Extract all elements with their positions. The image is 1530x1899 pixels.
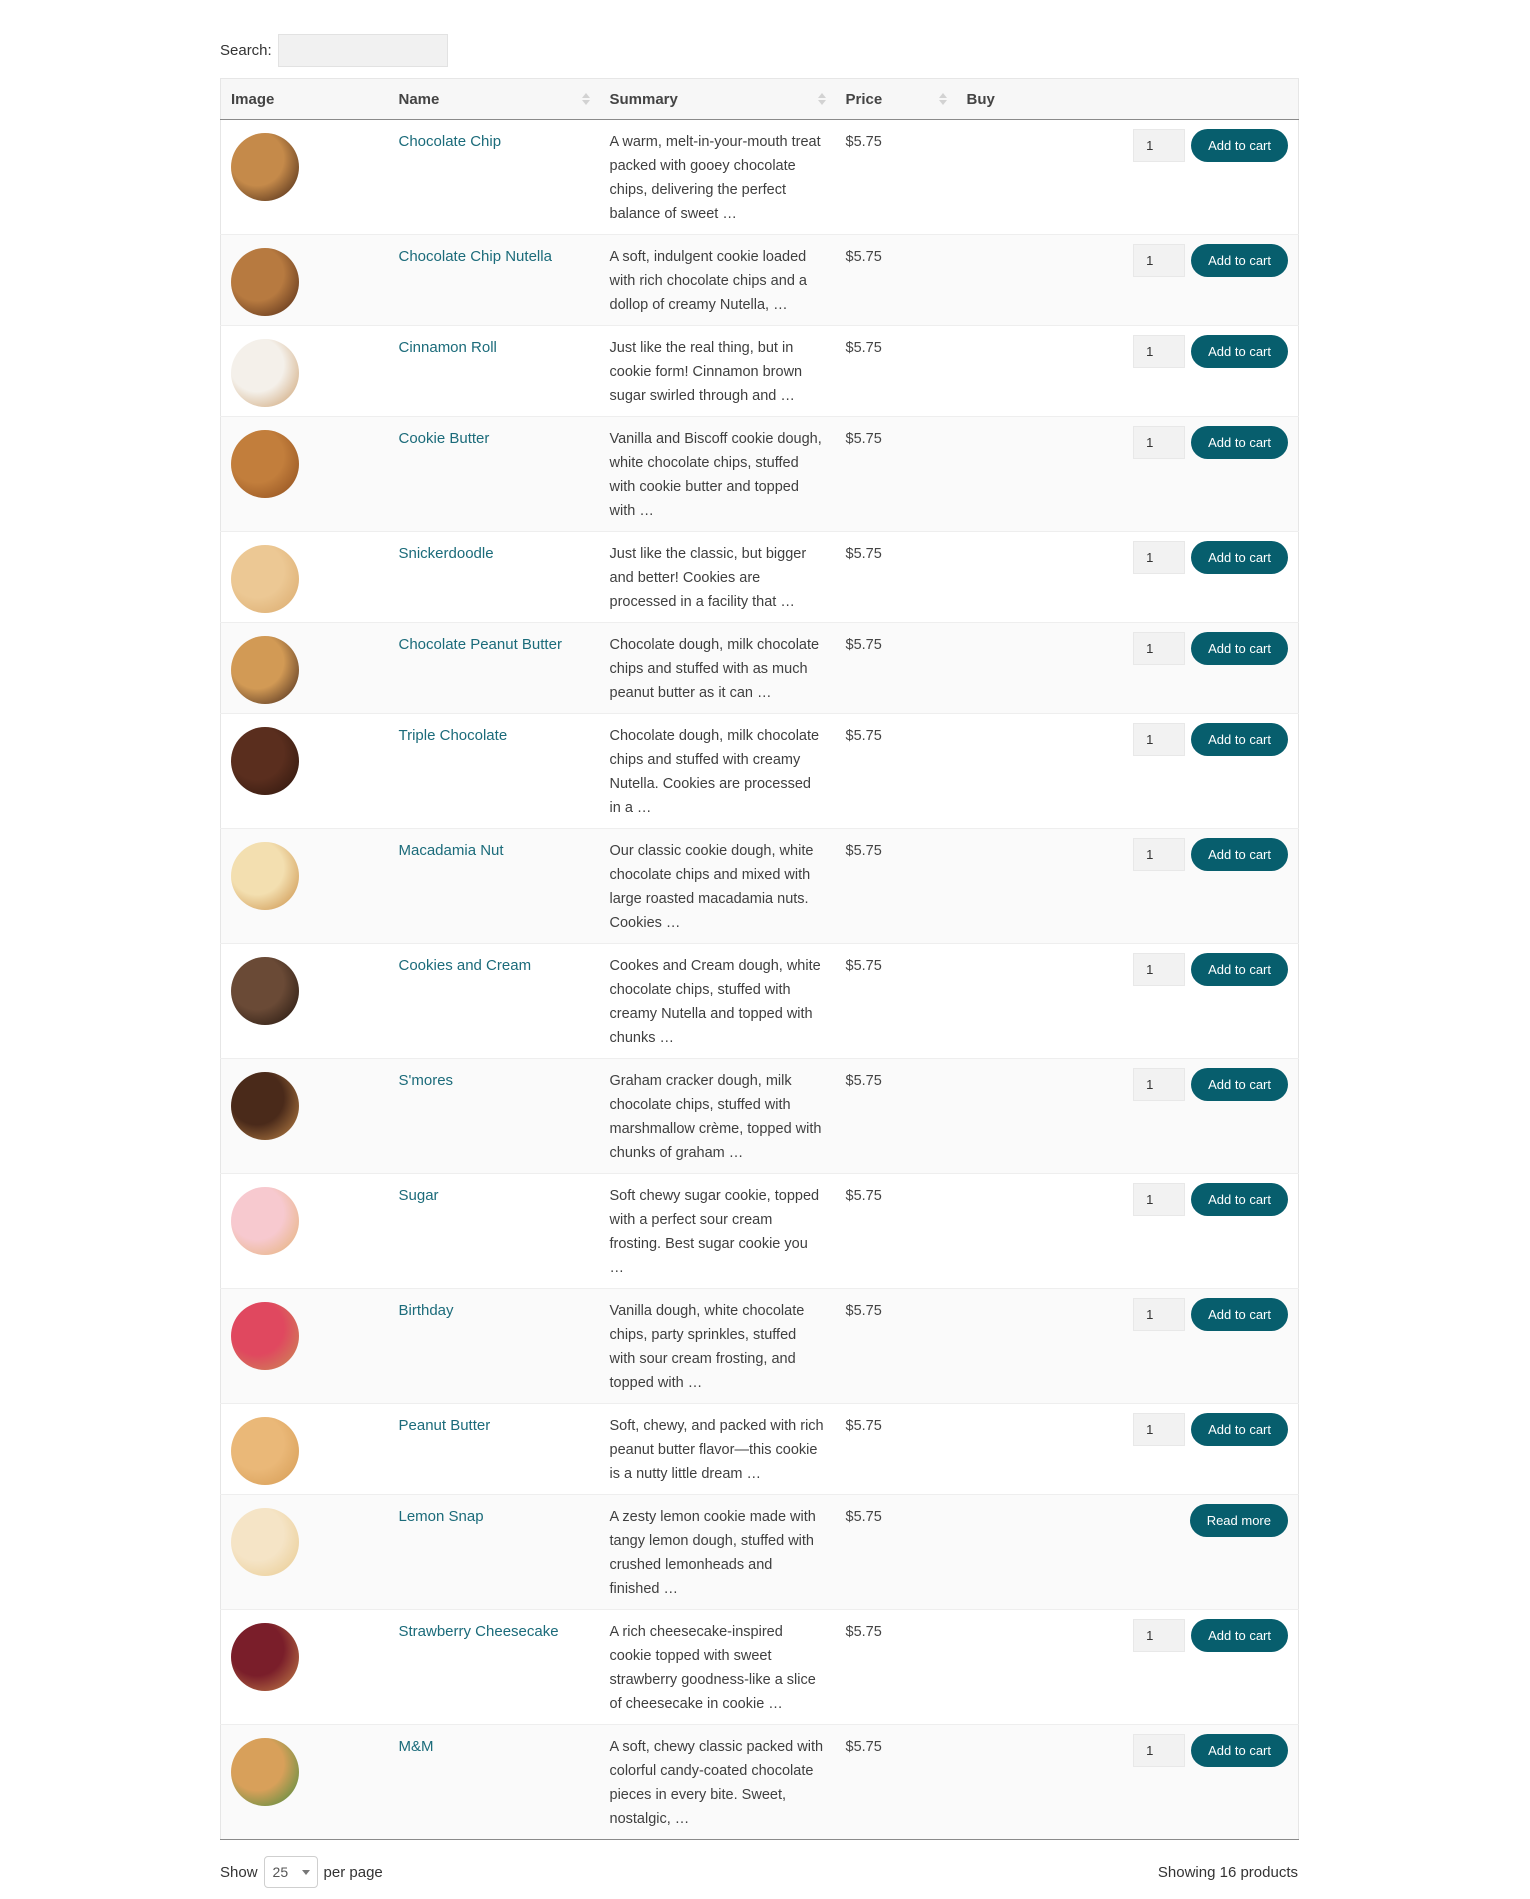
name-cell [389, 1610, 600, 1725]
quantity-input[interactable] [1133, 1619, 1185, 1652]
name-cell [389, 829, 600, 944]
table-row [221, 714, 1299, 829]
name-cell [389, 532, 600, 623]
quantity-input[interactable] [1133, 244, 1185, 277]
name-cell [389, 944, 600, 1059]
column-header-image: Image [221, 79, 389, 120]
price-cell [836, 829, 957, 944]
product-price: $5.75 [845, 637, 882, 653]
buy-cell [957, 1495, 1299, 1610]
per-page-select[interactable] [264, 1856, 318, 1888]
product-name-link[interactable]: Macadamia Nut [398, 842, 504, 859]
add-to-cart-button[interactable]: Add to cart [1191, 426, 1288, 459]
column-header-price-label: Price [845, 90, 883, 108]
buy-controls [967, 1619, 1289, 1652]
column-header-name-label: Name [398, 90, 440, 108]
quantity-input[interactable] [1133, 953, 1185, 986]
buy-controls [967, 723, 1289, 756]
search-label: Search: [220, 41, 272, 59]
name-cell [389, 1495, 600, 1610]
summary-cell [600, 417, 836, 532]
product-price: $5.75 [845, 431, 882, 447]
product-image[interactable] [231, 636, 299, 704]
quantity-input[interactable] [1133, 541, 1185, 574]
product-image[interactable] [231, 1417, 299, 1485]
price-cell [836, 1174, 957, 1289]
name-cell [389, 326, 600, 417]
price-cell [836, 326, 957, 417]
image-cell [221, 623, 389, 714]
product-image[interactable] [231, 1072, 299, 1140]
product-image[interactable] [231, 1738, 299, 1806]
summary-cell [600, 1404, 836, 1495]
add-to-cart-button[interactable]: Add to cart [1191, 632, 1288, 665]
product-image[interactable] [231, 1187, 299, 1255]
add-to-cart-button[interactable]: Add to cart [1191, 1183, 1288, 1216]
product-image[interactable] [231, 1302, 299, 1370]
quantity-input[interactable] [1133, 1413, 1185, 1446]
product-image[interactable] [231, 339, 299, 407]
buy-controls [967, 426, 1289, 459]
table-row [221, 623, 1299, 714]
product-price: $5.75 [845, 1509, 882, 1525]
product-table [220, 78, 1299, 1840]
product-price: $5.75 [845, 1073, 882, 1089]
buy-controls [967, 632, 1289, 665]
summary-cell [600, 120, 836, 235]
image-cell [221, 417, 389, 532]
name-cell [389, 417, 600, 532]
product-name-link[interactable]: Birthday [398, 1302, 454, 1319]
table-footer [220, 1856, 1298, 1888]
product-name-link[interactable]: S'mores [398, 1072, 454, 1089]
product-summary: Soft, chewy, and packed with rich peanut butter flavor—this cookie is a nutty little dream … [609, 1418, 824, 1482]
buy-controls [967, 838, 1289, 871]
price-cell [836, 532, 957, 623]
column-header-buy: Buy [957, 79, 1299, 120]
buy-controls [967, 1068, 1289, 1101]
product-summary: Chocolate dough, milk chocolate chips and stuffed with creamy Nutella. Cookies are processed in a … [609, 728, 820, 816]
image-cell [221, 829, 389, 944]
price-cell [836, 1404, 957, 1495]
buy-cell [957, 532, 1299, 623]
quantity-input[interactable] [1133, 632, 1185, 665]
product-summary: Our classic cookie dough, white chocolate chips and mixed with large roasted macadamia nuts. Cookies … [609, 843, 814, 931]
quantity-input[interactable] [1133, 723, 1185, 756]
price-cell [836, 944, 957, 1059]
price-cell [836, 623, 957, 714]
summary-cell [600, 1610, 836, 1725]
buy-cell [957, 1610, 1299, 1725]
summary-cell [600, 714, 836, 829]
product-image[interactable] [231, 842, 299, 910]
add-to-cart-button[interactable]: Add to cart [1191, 1619, 1288, 1652]
name-cell [389, 714, 600, 829]
buy-cell [957, 1404, 1299, 1495]
product-image[interactable] [231, 1508, 299, 1576]
add-to-cart-button[interactable]: Add to cart [1191, 1068, 1288, 1101]
per-page-label: per page [323, 1863, 383, 1881]
sort-icon [582, 93, 590, 105]
product-summary: A rich cheesecake-inspired cookie topped with sweet strawberry goodness-like a slice of cheesecake in cookie … [609, 1624, 816, 1712]
product-count: Showing 16 products [1157, 1863, 1298, 1881]
buy-controls [967, 1734, 1289, 1767]
summary-cell [600, 1174, 836, 1289]
buy-controls [967, 1413, 1289, 1446]
product-summary: A warm, melt-in-your-mouth treat packed with gooey chocolate chips, delivering the perfect balance of sweet … [609, 134, 821, 222]
buy-controls [967, 1298, 1289, 1331]
product-summary: A soft, indulgent cookie loaded with rich chocolate chips and a dollop of creamy Nutella, … [609, 249, 807, 313]
table-row [221, 1404, 1299, 1495]
price-cell [836, 1059, 957, 1174]
add-to-cart-button[interactable]: Add to cart [1191, 723, 1288, 756]
price-cell [836, 714, 957, 829]
add-to-cart-button[interactable]: Add to cart [1191, 1734, 1288, 1767]
table-body [221, 120, 1299, 1840]
add-to-cart-button[interactable]: Add to cart [1191, 541, 1288, 574]
column-header-name[interactable] [389, 79, 600, 120]
price-cell [836, 1725, 957, 1840]
product-name-link[interactable]: Cookies and Cream [398, 957, 532, 974]
price-cell [836, 1495, 957, 1610]
summary-cell [600, 829, 836, 944]
table-header [221, 79, 1299, 120]
column-header-price[interactable] [836, 79, 957, 120]
buy-cell [957, 829, 1299, 944]
product-name-link[interactable]: Lemon Snap [398, 1508, 484, 1525]
column-header-summary-label: Summary [609, 90, 678, 108]
table-row [221, 1174, 1299, 1289]
image-cell [221, 120, 389, 235]
product-price: $5.75 [845, 958, 882, 974]
buy-cell [957, 944, 1299, 1059]
product-price: $5.75 [845, 134, 882, 150]
product-name-link[interactable]: Strawberry Cheesecake [398, 1623, 559, 1640]
product-summary: Graham cracker dough, milk chocolate chips, stuffed with marshmallow crème, topped with chunks of graham … [609, 1073, 822, 1161]
table-row [221, 532, 1299, 623]
table-row [221, 1495, 1299, 1610]
table-row [221, 944, 1299, 1059]
name-cell [389, 1289, 600, 1404]
product-price: $5.75 [845, 249, 882, 265]
product-price: $5.75 [845, 728, 882, 744]
table-row [221, 326, 1299, 417]
buy-controls [967, 335, 1289, 368]
product-image[interactable] [231, 727, 299, 795]
product-name-link[interactable]: M&M [398, 1738, 434, 1755]
image-cell [221, 235, 389, 326]
buy-cell [957, 417, 1299, 532]
price-cell [836, 1610, 957, 1725]
product-name-link[interactable]: Chocolate Chip Nutella [398, 248, 552, 265]
product-price: $5.75 [845, 1739, 882, 1755]
product-name-link[interactable]: Peanut Butter [398, 1417, 491, 1434]
chevron-down-icon [302, 1870, 310, 1875]
product-name-link[interactable]: Sugar [398, 1187, 439, 1204]
add-to-cart-button[interactable]: Add to cart [1191, 1413, 1288, 1446]
product-summary: Cookes and Cream dough, white chocolate chips, stuffed with creamy Nutella and topped with chunks … [609, 958, 821, 1046]
buy-cell [957, 1725, 1299, 1840]
image-cell [221, 714, 389, 829]
product-summary: Just like the classic, but bigger and better! Cookies are processed in a facility that … [609, 546, 807, 610]
product-price: $5.75 [845, 1188, 882, 1204]
summary-cell [600, 1289, 836, 1404]
table-row [221, 1610, 1299, 1725]
product-name-link[interactable]: Triple Chocolate [398, 727, 508, 744]
name-cell [389, 1725, 600, 1840]
quantity-input[interactable] [1133, 426, 1185, 459]
per-page-control [220, 1856, 383, 1888]
name-cell [389, 1174, 600, 1289]
name-cell [389, 623, 600, 714]
name-cell [389, 235, 600, 326]
buy-controls [967, 129, 1289, 162]
product-summary: Soft chewy sugar cookie, topped with a perfect sour cream frosting. Best sugar cookie you … [609, 1188, 820, 1276]
summary-cell [600, 1495, 836, 1610]
search-row [220, 33, 1298, 67]
buy-controls [967, 541, 1289, 574]
product-price: $5.75 [845, 1624, 882, 1640]
price-cell [836, 417, 957, 532]
summary-cell [600, 1059, 836, 1174]
buy-controls [967, 244, 1289, 277]
table-row [221, 1059, 1299, 1174]
sort-icon [818, 93, 826, 105]
product-name-link[interactable]: Chocolate Peanut Butter [398, 636, 562, 653]
search-input[interactable] [278, 34, 448, 67]
summary-cell [600, 623, 836, 714]
product-image[interactable] [231, 545, 299, 613]
product-name-link[interactable]: Chocolate Chip [398, 133, 502, 150]
price-cell [836, 235, 957, 326]
price-cell [836, 1289, 957, 1404]
summary-cell [600, 235, 836, 326]
quantity-input[interactable] [1133, 129, 1185, 162]
buy-controls [967, 1183, 1289, 1216]
add-to-cart-button[interactable]: Add to cart [1191, 838, 1288, 871]
product-price: $5.75 [845, 1418, 882, 1434]
product-image[interactable] [231, 430, 299, 498]
summary-cell [600, 532, 836, 623]
buy-cell [957, 1174, 1299, 1289]
table-row [221, 829, 1299, 944]
buy-cell [957, 235, 1299, 326]
add-to-cart-button[interactable]: Add to cart [1191, 129, 1288, 162]
product-image[interactable] [231, 1623, 299, 1691]
summary-cell [600, 326, 836, 417]
table-row [221, 1289, 1299, 1404]
per-page-value: 25 [272, 1864, 289, 1880]
product-summary: Vanilla and Biscoff cookie dough, white chocolate chips, stuffed with cookie butter and topped with … [609, 431, 822, 519]
product-image[interactable] [231, 248, 299, 316]
buy-cell [957, 120, 1299, 235]
buy-cell [957, 714, 1299, 829]
show-label: Show [220, 1863, 258, 1881]
buy-controls [967, 1504, 1289, 1537]
table-row [221, 235, 1299, 326]
image-cell [221, 326, 389, 417]
product-summary: Just like the real thing, but in cookie form! Cinnamon brown sugar swirled through and … [609, 340, 803, 404]
image-cell [221, 944, 389, 1059]
add-to-cart-button[interactable]: Add to cart [1191, 335, 1288, 368]
quantity-input[interactable] [1133, 1183, 1185, 1216]
image-cell [221, 1059, 389, 1174]
name-cell [389, 1059, 600, 1174]
product-price: $5.75 [845, 843, 882, 859]
read-more-button[interactable]: Read more [1190, 1504, 1288, 1537]
summary-cell [600, 944, 836, 1059]
add-to-cart-button[interactable]: Add to cart [1191, 953, 1288, 986]
add-to-cart-button[interactable]: Add to cart [1191, 244, 1288, 277]
buy-cell [957, 326, 1299, 417]
image-cell [221, 1289, 389, 1404]
image-cell [221, 1610, 389, 1725]
summary-cell [600, 1725, 836, 1840]
price-cell [836, 120, 957, 235]
product-image[interactable] [231, 133, 299, 201]
buy-cell [957, 1289, 1299, 1404]
product-name-link[interactable]: Snickerdoodle [398, 545, 494, 562]
quantity-input[interactable] [1133, 1298, 1185, 1331]
product-summary: Chocolate dough, milk chocolate chips and stuffed with as much peanut butter as it can … [609, 637, 820, 701]
table-row [221, 120, 1299, 235]
table-row [221, 1725, 1299, 1840]
product-price: $5.75 [845, 546, 882, 562]
column-header-summary[interactable] [600, 79, 836, 120]
quantity-input[interactable] [1133, 838, 1185, 871]
quantity-input[interactable] [1133, 1068, 1185, 1101]
product-summary: A zesty lemon cookie made with tangy lemon dough, stuffed with crushed lemonheads and finished … [609, 1509, 816, 1597]
product-name-link[interactable]: Cookie Butter [398, 430, 490, 447]
image-cell [221, 1495, 389, 1610]
table-row [221, 417, 1299, 532]
buy-controls [967, 953, 1289, 986]
product-image[interactable] [231, 957, 299, 1025]
image-cell [221, 1174, 389, 1289]
quantity-input[interactable] [1133, 335, 1185, 368]
product-price: $5.75 [845, 1303, 882, 1319]
name-cell [389, 120, 600, 235]
image-cell [221, 1404, 389, 1495]
name-cell [389, 1404, 600, 1495]
product-name-link[interactable]: Cinnamon Roll [398, 339, 497, 356]
image-cell [221, 532, 389, 623]
product-summary: A soft, chewy classic packed with colorful candy-coated chocolate pieces in every bite. Sweet, nostalgic, … [609, 1739, 824, 1827]
add-to-cart-button[interactable]: Add to cart [1191, 1298, 1288, 1331]
product-summary: Vanilla dough, white chocolate chips, party sprinkles, stuffed with sour cream frosting, and topped with … [609, 1303, 805, 1391]
quantity-input[interactable] [1133, 1734, 1185, 1767]
sort-icon [939, 93, 947, 105]
product-price: $5.75 [845, 340, 882, 356]
image-cell [221, 1725, 389, 1840]
buy-cell [957, 623, 1299, 714]
buy-cell [957, 1059, 1299, 1174]
product-table-container [220, 33, 1298, 1888]
